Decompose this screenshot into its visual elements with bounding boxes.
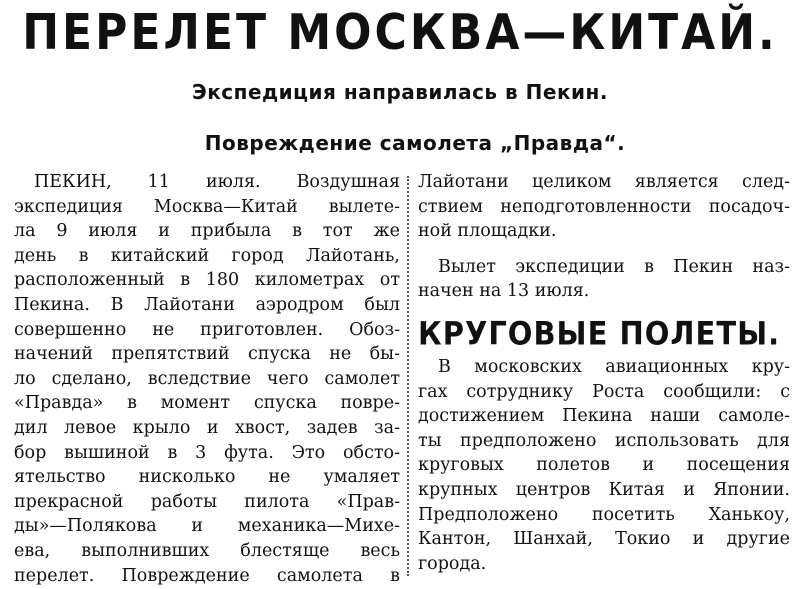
paragraph-gap <box>418 244 790 255</box>
text-line: экспедиция Москва—Китай вылете- <box>14 196 400 217</box>
right-column <box>418 170 790 576</box>
article-headline: ПЕРЕЛЕТ МОСКВА—КИТАЙ. <box>22 4 778 62</box>
text-line: Лайотани целиком является след- <box>418 172 790 192</box>
text-line: ятельство нисколько не умаляет <box>14 467 400 488</box>
text-line: достижением Пекина наши самоле- <box>418 406 790 427</box>
text-line: ло сделано, вследствие чего самолет <box>14 368 400 389</box>
text-line: ева, выполнивших блестяще весь <box>14 540 400 561</box>
text-line: дил левое крыло и хвост, задев за- <box>14 417 400 438</box>
text-line: ты предположено использовать для <box>418 430 790 451</box>
text-line: круговых полетов и посещения <box>418 455 790 476</box>
text-line: начен на 13 июля. <box>418 281 590 302</box>
text-line: Вылет экспедиции в Пекин наз- <box>438 256 790 277</box>
text-line: ды»—Полякова и механика—Михе- <box>14 516 400 537</box>
text-line: ствием неподготовленности посадоч- <box>418 196 790 217</box>
text-line: совершенно не приготовлен. Обоз- <box>14 319 400 340</box>
text-line: города. <box>418 553 487 574</box>
text-line: начений препятствий спуска не бы- <box>14 344 400 365</box>
text-line: В московских авиационных кру- <box>438 356 790 377</box>
text-line: Предположено посетить Ханькоу, <box>418 504 790 525</box>
left-column <box>14 170 400 588</box>
text-line: ла 9 июля и прибыла в тот же <box>14 221 400 242</box>
text-line: крупных центров Китая и Японии. <box>418 479 790 500</box>
text-line: ПЕКИН, 11 июля. Воздушная <box>34 172 400 192</box>
article-subheading-expedition: Экспедиция направилась в Пекин. <box>192 80 608 104</box>
text-line: гах сотруднику Роста сообщили: с <box>418 381 790 402</box>
text-line: Пекина. В Лайотани аэродром был <box>14 294 400 315</box>
text-line: бор вышиной в 3 фута. Это обсто- <box>14 442 400 463</box>
text-line: перелет. Повреждение самолета в <box>14 565 400 586</box>
paragraph-gap <box>418 304 790 315</box>
text-line: Кантон, Шанхай, Токио и другие <box>418 529 790 550</box>
section-title-circular-flights: КРУГОВЫЕ ПОЛЕТЫ. <box>418 314 781 353</box>
text-line: «Правда» в момент спуска повре- <box>14 393 400 414</box>
text-line: прекрасной работы пилота «Прав- <box>14 491 400 512</box>
article-subheading-damage: Повреждение самолета „Правда“. <box>204 131 626 155</box>
column-divider <box>407 176 411 576</box>
text-line: расположенный в 180 километрах от <box>14 270 400 291</box>
text-line: ной площадки. <box>418 221 557 242</box>
text-line: день в китайский город Лайотань, <box>14 245 400 266</box>
